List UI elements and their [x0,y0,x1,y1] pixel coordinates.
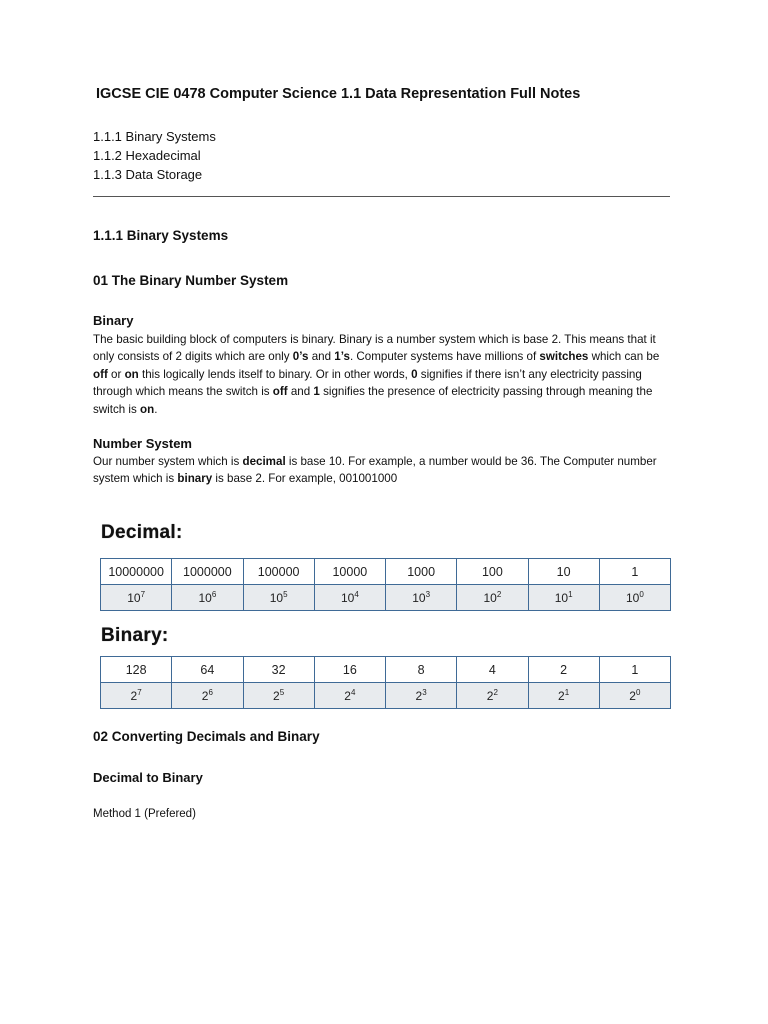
place-value-cell: 10000000 [101,559,172,585]
power-cell: $2^2$ [457,683,528,709]
toc-item: 1.1.2 Hexadecimal [93,148,201,163]
document-title: IGCSE CIE 0478 Computer Science 1.1 Data Representation Full Notes [96,86,581,102]
section-heading-binary-systems: 1.1.1 Binary Systems [93,228,229,243]
power-cell: $10^1$ [528,585,599,611]
power-cell: $10^5$ [243,585,314,611]
binary-place-value-table [100,656,671,709]
heading-number-system: Number System [93,436,192,451]
place-value-cell: 32 [243,657,314,683]
decimal-image-label: Decimal: [101,522,183,543]
table-of-contents [93,127,216,184]
place-value-cell: 128 [101,657,172,683]
power-cell: $2^7$ [101,683,172,709]
decimal-place-value-table [100,558,671,611]
table-row [101,559,671,585]
power-cell: $10^2$ [457,585,528,611]
paragraph-binary: The basic building block of computers is binary. Binary is a number system which is base 2. This means that it only consists of 2 digits which are only 0’s and 1’s. Computer systems have millions of switches which can be off or on this logically lends itself to binary. Or in other words, 0 signifies if there isn’t any electricity passing through which means the switch is off and 1 signifies the presence of electricity passing through meaning the switch is on. [93,333,660,416]
power-cell: $10^6$ [172,585,243,611]
place-value-cell: 100000 [243,559,314,585]
power-cell: $2^6$ [172,683,243,709]
binary-image-label: Binary: [101,625,169,646]
power-cell: $2^4$ [314,683,385,709]
horizontal-rule [93,196,670,197]
table-row [101,683,671,709]
toc-item: 1.1.3 Data Storage [93,167,203,182]
power-cell: $10^4$ [314,585,385,611]
power-cell: $2^5$ [243,683,314,709]
subsection-heading-binary-number-system: 01 The Binary Number System [93,273,289,288]
place-value-cell: 10 [528,559,599,585]
power-cell: $2^1$ [528,683,599,709]
heading-binary: Binary [93,313,134,328]
place-value-cell: 1000000 [172,559,243,585]
heading-decimal-to-binary: Decimal to Binary [93,770,203,785]
place-value-cell: 16 [314,657,385,683]
power-cell: $2^0$ [599,683,670,709]
section-heading-converting: 02 Converting Decimals and Binary [93,729,320,744]
paragraph-number-system: Our number system which is decimal is base 10. For example, a number would be 36. The Computer number system which is binary is base 2. For example, 001001000 [93,455,657,486]
place-value-cell: 4 [457,657,528,683]
place-value-cell: 64 [172,657,243,683]
power-cell: $10^0$ [599,585,670,611]
power-cell: $2^3$ [386,683,457,709]
place-value-cell: 100 [457,559,528,585]
table-row [101,657,671,683]
toc-item: 1.1.1 Binary Systems [93,129,216,144]
place-value-cell: 1 [599,559,670,585]
place-value-cell: 1000 [386,559,457,585]
power-cell: $10^3$ [386,585,457,611]
place-value-cell: 8 [386,657,457,683]
place-value-cell: 2 [528,657,599,683]
place-value-cell: 1 [599,657,670,683]
place-value-cell: 10000 [314,559,385,585]
power-cell: $10^7$ [101,585,172,611]
method-label: Method 1 (Prefered) [93,808,196,820]
table-row [101,585,671,611]
